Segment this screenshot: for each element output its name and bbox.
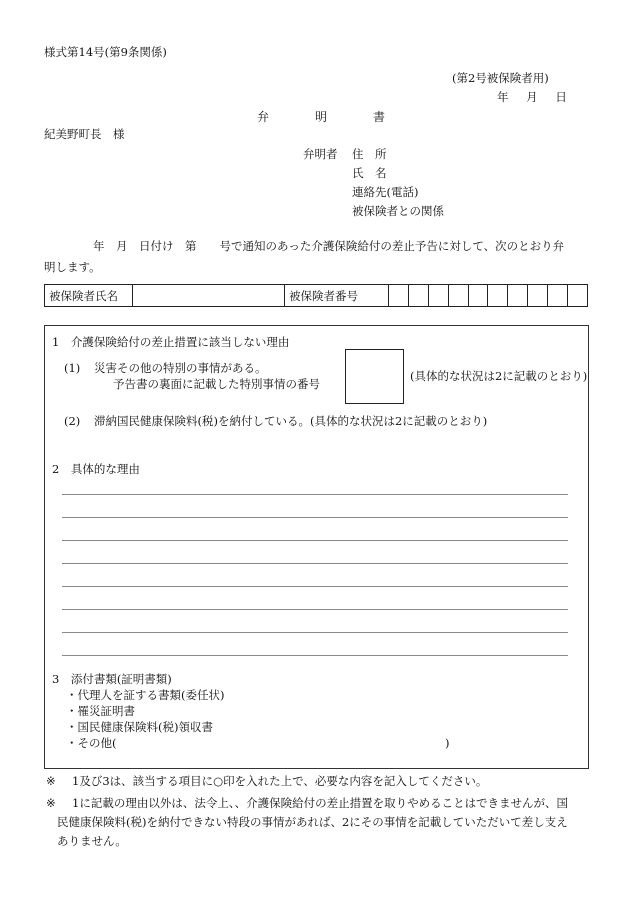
title-char-1: 弁	[257, 110, 270, 124]
reason-writing-line[interactable]	[62, 632, 568, 633]
insured-number-digit[interactable]	[548, 285, 568, 307]
note-1-line: 1及び3は、該当する項目に○印を入れた上で、必要な内容を記入してください。	[72, 774, 488, 788]
insured-number-digit[interactable]	[428, 285, 448, 307]
insured-number-digit[interactable]	[568, 285, 588, 307]
section2-heading: 2 具体的な理由	[52, 462, 140, 476]
insured-number-digit[interactable]	[408, 285, 428, 307]
section1-heading: 1 介護保険給付の差止措置に該当しない理由	[52, 335, 290, 349]
item2-text: 滞納国民健康保険料(税)を納付している。(具体的な状況は2に記載のとおり)	[94, 414, 488, 428]
insured-number-digit[interactable]	[528, 285, 548, 307]
item1-note: (具体的な状況は2に記載のとおり)	[410, 369, 588, 383]
reason-writing-line[interactable]	[62, 517, 568, 518]
insured-name-label: 被保険者氏名	[45, 285, 133, 307]
item1-text: 災害その他の特別の事情がある。	[94, 361, 267, 375]
title-char-2: 明	[315, 110, 328, 124]
item1-number: (1)	[64, 361, 81, 375]
date-day: 日	[555, 90, 567, 104]
insured-number-digit[interactable]	[508, 285, 528, 307]
date-month: 月	[526, 90, 538, 104]
item1-subtext: 予告書の裏面に記載した特別事情の番号	[113, 377, 320, 391]
reason-writing-line[interactable]	[62, 563, 568, 564]
note-mark: ※	[46, 796, 56, 810]
note-2-line: ありません。	[57, 834, 127, 848]
note-2-line: 民健康保険料(税)を納付できない特段の事情があれば、2にその事情を記載していただいて差し支え	[57, 815, 568, 829]
insured-info-table	[44, 284, 588, 307]
insured-name-field[interactable]	[133, 285, 285, 307]
insured-number-digit[interactable]	[448, 285, 468, 307]
note-2-line: 1に記載の理由以外は、法令上、、介護保険給付の差止措置を取りやめることはできませんが、国	[72, 796, 569, 810]
insured-number-digit[interactable]	[389, 285, 409, 307]
intro-line-1: 年 月 日付け 第 号で通知のあった介護保険給付の差止予告に対して、次のとおり弁	[93, 239, 565, 253]
item2-number: (2)	[64, 414, 81, 428]
reason-writing-line[interactable]	[62, 655, 568, 656]
attachment-item: ・国民健康保険料(税)領収書	[66, 720, 213, 734]
declarant-address-label: 住 所	[352, 147, 387, 161]
special-circumstance-number-box[interactable]	[345, 349, 404, 404]
title-char-3: 書	[373, 110, 386, 124]
declarant-name-label: 氏 名	[352, 166, 387, 180]
form-number: 様式第14号(第9条関係)	[44, 45, 167, 59]
insured-number-digit[interactable]	[468, 285, 488, 307]
note-mark: ※	[46, 774, 56, 788]
insured-number-digit[interactable]	[488, 285, 508, 307]
declarant-label: 弁明者	[303, 147, 338, 161]
intro-line-2: 明します。	[44, 260, 101, 274]
reason-writing-line[interactable]	[62, 494, 568, 495]
attachment-item: ・罹災証明書	[66, 704, 135, 718]
date-year: 年	[497, 90, 509, 104]
date-line	[483, 91, 567, 104]
declarant-phone-label: 連絡先(電話)	[352, 185, 419, 199]
attachment-item: ・代理人を証する書類(委任状)	[66, 688, 225, 702]
attachment-item: ・その他(	[66, 736, 117, 750]
reason-writing-line[interactable]	[62, 609, 568, 610]
reason-writing-line[interactable]	[62, 586, 568, 587]
insured-category: (第2号被保険者用)	[452, 71, 549, 85]
addressee: 紀美野町長 様	[44, 127, 125, 141]
section3-heading: 3 添付書類(証明書類)	[52, 672, 172, 686]
reason-writing-line[interactable]	[62, 540, 568, 541]
insured-number-label: 被保険者番号	[285, 285, 389, 307]
page-title	[257, 111, 385, 125]
reason-box	[44, 325, 589, 769]
declarant-relation-label: 被保険者との関係	[352, 204, 444, 218]
attachment-other-close: )	[445, 736, 450, 750]
